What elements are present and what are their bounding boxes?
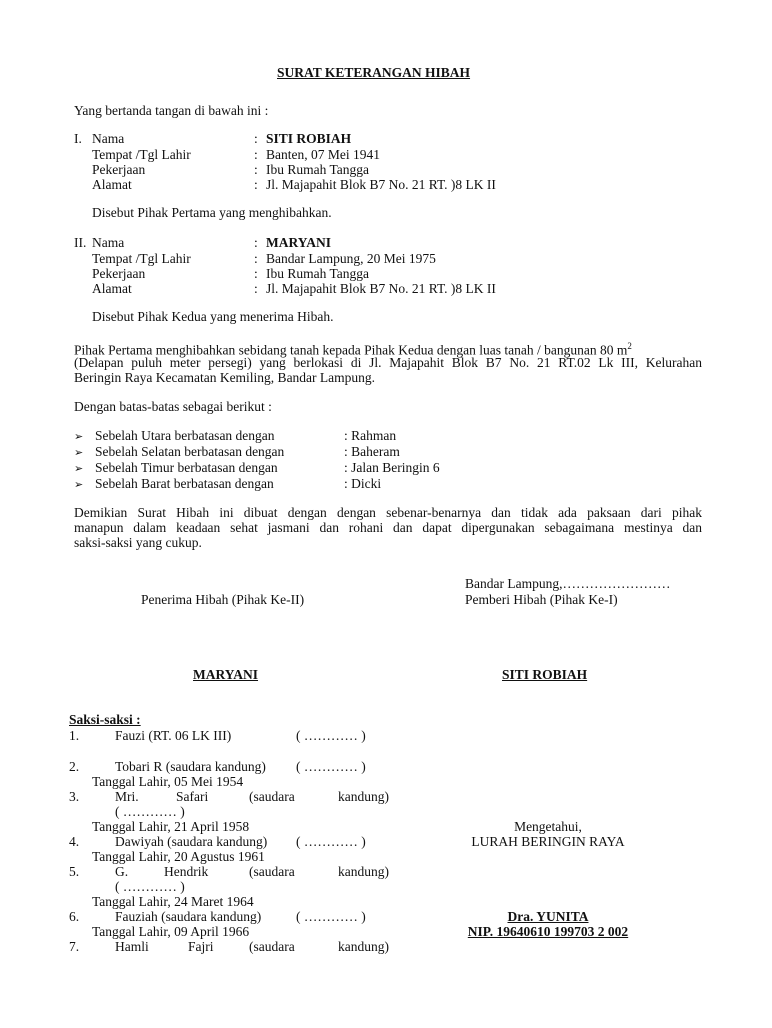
witness-number: 6. <box>69 909 80 924</box>
witness-signature: ( ………… ) <box>115 879 185 894</box>
border-label: Sebelah Selatan berbatasan dengan <box>95 444 285 459</box>
receiver-label: Penerima Hibah (Pihak Ke-II) <box>141 592 305 607</box>
value-pekerjaan: Ibu Rumah Tangga <box>266 162 370 177</box>
colon: : <box>254 162 258 177</box>
value-alamat: Jl. Majapahit Blok B7 No. 21 RT. )8 LK II <box>266 281 496 296</box>
witness-name-word: G. <box>115 864 129 879</box>
colon: : <box>254 251 258 266</box>
witness-signature: ( ………… ) <box>296 834 366 849</box>
value-pekerjaan: Ibu Rumah Tangga <box>266 266 370 281</box>
witness-number: 1. <box>69 728 80 743</box>
paragraph-line-text: Pihak Pertama menghibahkan sebidang tanah kepada Pihak Kedua dengan luas tanah / bangunan 80 m <box>74 342 628 358</box>
witness-dob: Tanggal Lahir, 21 April 1958 <box>92 819 250 834</box>
arrow-bullet-icon: ➢ <box>74 478 84 491</box>
arrow-bullet-icon: ➢ <box>74 462 84 475</box>
colon: : <box>254 131 258 146</box>
colon: : <box>254 235 258 250</box>
label-nama: Nama <box>92 131 125 146</box>
witness-name-word: kandung) <box>338 789 389 804</box>
giver-label: Pemberi Hibah (Pihak Ke-I) <box>465 592 618 607</box>
colon: : <box>254 281 258 296</box>
witness-name-word: (saudara <box>249 939 295 954</box>
witness-title: Saksi-saksi : <box>69 712 141 727</box>
label-ttl: Tempat /Tgl Lahir <box>92 251 191 266</box>
witness-name: Fauzi (RT. 06 LK III) <box>115 728 232 743</box>
witness-number: 7. <box>69 939 80 954</box>
paragraph-line: Beringin Raya Kecamatan Kemiling, Bandar Lampung. <box>74 370 376 385</box>
witness-signature: ( ………… ) <box>296 728 366 743</box>
witness-name-word: (saudara <box>249 864 295 879</box>
colon: : <box>254 147 258 162</box>
document-title: SURAT KETERANGAN HIBAH <box>277 65 471 80</box>
mengetahui-label: Mengetahui, <box>514 819 582 834</box>
witness-signature: ( ………… ) <box>296 909 366 924</box>
witness-name: Tobari R (saudara kandung) <box>115 759 266 774</box>
border-label: Sebelah Barat berbatasan dengan <box>95 476 274 491</box>
witness-name-word: Fajri <box>188 939 214 954</box>
witness-name-word: Safari <box>176 789 209 804</box>
arrow-bullet-icon: ➢ <box>74 446 84 459</box>
intro-text: Yang bertanda tangan di bawah ini : <box>74 103 269 118</box>
value-ttl: Bandar Lampung, 20 Mei 1975 <box>266 251 436 266</box>
border-label: Sebelah Timur berbatasan dengan <box>95 460 278 475</box>
witness-signature: ( ………… ) <box>115 804 185 819</box>
paragraph-line: saksi-saksi yang cukup. <box>74 535 202 550</box>
witness-name-word: kandung) <box>338 939 389 954</box>
witness-number: 3. <box>69 789 80 804</box>
witness-number: 2. <box>69 759 80 774</box>
official-name: Dra. YUNITA <box>507 909 589 924</box>
colon: : <box>254 177 258 192</box>
witness-signature: ( ………… ) <box>296 759 366 774</box>
superscript: 2 <box>627 341 632 351</box>
paragraph-line: Demikian Surat Hibah ini dibuat dengan dengan sebenar-benarnya dan tidak ada paksaan dari pihak <box>74 505 702 520</box>
witness-name-word: Hamli <box>115 939 149 954</box>
paragraph-line: (Delapan puluh meter persegi) yang berlokasi di Jl. Majapahit Blok B7 No. 21 RT.02 Lk III, Kelurahan <box>74 355 702 370</box>
border-value: : Jalan Beringin 6 <box>344 460 440 475</box>
witness-name-word: Hendrik <box>164 864 209 879</box>
witness-name-word: Mri. <box>115 789 139 804</box>
label-alamat: Alamat <box>92 281 132 296</box>
witness-number: 5. <box>69 864 80 879</box>
witness-name: Dawiyah (saudara kandung) <box>115 834 268 849</box>
witness-dob: Tanggal Lahir, 20 Agustus 1961 <box>92 849 265 864</box>
witness-name-word: (saudara <box>249 789 295 804</box>
label-nama: Nama <box>92 235 125 250</box>
giver-name: SITI ROBIAH <box>502 667 588 682</box>
party-description: Disebut Pihak Pertama yang menghibahkan. <box>92 205 332 220</box>
value-alamat: Jl. Majapahit Blok B7 No. 21 RT. )8 LK II <box>266 177 496 192</box>
witness-name: Fauziah (saudara kandung) <box>115 909 262 924</box>
party-number: I. <box>74 131 82 146</box>
receiver-name: MARYANI <box>193 667 259 682</box>
witness-name-word: kandung) <box>338 864 389 879</box>
value-nama: MARYANI <box>266 235 332 250</box>
border-value: : Rahman <box>344 428 397 443</box>
party-number: II. <box>74 235 87 250</box>
witness-dob: Tanggal Lahir, 09 April 1966 <box>92 924 250 939</box>
official-nip: NIP. 19640610 199703 2 002 <box>467 924 629 939</box>
arrow-bullet-icon: ➢ <box>74 430 84 443</box>
border-label: Sebelah Utara berbatasan dengan <box>95 428 275 443</box>
label-ttl: Tempat /Tgl Lahir <box>92 147 191 162</box>
borders-intro: Dengan batas-batas sebagai berikut : <box>74 399 272 414</box>
border-value: : Dicki <box>344 476 382 491</box>
label-pekerjaan: Pekerjaan <box>92 162 146 177</box>
lurah-title: LURAH BERINGIN RAYA <box>471 834 625 849</box>
party-description: Disebut Pihak Kedua yang menerima Hibah. <box>92 309 334 324</box>
colon: : <box>254 266 258 281</box>
label-alamat: Alamat <box>92 177 132 192</box>
label-pekerjaan: Pekerjaan <box>92 266 146 281</box>
value-ttl: Banten, 07 Mei 1941 <box>266 147 380 162</box>
witness-dob: Tanggal Lahir, 05 Mei 1954 <box>92 774 244 789</box>
witness-number: 4. <box>69 834 80 849</box>
value-nama: SITI ROBIAH <box>266 131 352 146</box>
place-date: Bandar Lampung,…………………… <box>465 576 671 591</box>
border-value: : Baheram <box>344 444 400 459</box>
witness-dob: Tanggal Lahir, 24 Maret 1964 <box>92 894 254 909</box>
paragraph-line: manapun dalam keadaan sehat jasmani dan rohani dan dapat dipergunakan sebagaimana mestinya dan <box>74 520 702 535</box>
